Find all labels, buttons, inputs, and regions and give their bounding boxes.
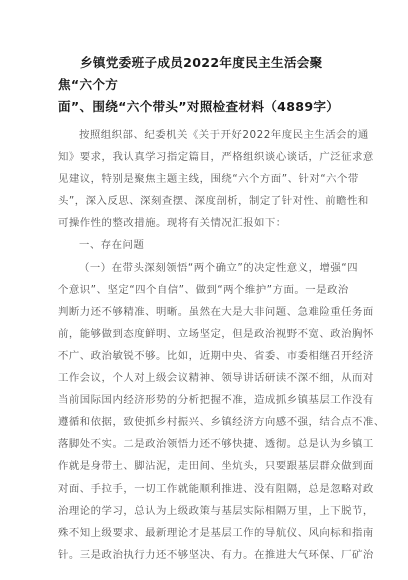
text-line: 工作会议，个人对上级会议精神、领导讲话研读不深不细，从而对 bbox=[58, 372, 374, 385]
text-line: 见建议，特别是聚焦主题主线，围绕“六个方面”、针对“六个带 bbox=[58, 173, 359, 186]
text-line: 当前国际国内经济形势的分析把握不准，造成抓乡镇基层工作没有 bbox=[58, 394, 374, 407]
document-title bbox=[58, 52, 352, 118]
paragraph-intro bbox=[58, 124, 374, 234]
text-line: 落脚处不实。二是政治领悟力还不够快捷、透彻。总是认为乡镇工 bbox=[58, 438, 374, 451]
paragraph-body bbox=[58, 257, 385, 566]
text-line: 头”，深入反思、深刻查摆、深度剖析，制定了针对性、前瞻性和 bbox=[58, 195, 369, 208]
text-line: 一、存在问题 bbox=[79, 239, 145, 252]
text-line: 知》要求，我认真学习指定篇目，严格组织谈心谈话，广泛征求意 bbox=[58, 151, 374, 164]
text-line: 作就是身带土、脚沾泥，走田间、坐炕头，只要跟基层群众做到面 bbox=[58, 460, 374, 473]
text-line: 遵循和依据，致使抓乡村振兴、乡镇经济方向感不强，结合点不准、 bbox=[58, 416, 385, 429]
document-title-line-1: 乡镇党委班子成员2022年度民主生活会聚焦“六个方 bbox=[58, 55, 323, 92]
text-line: 针。三是政治执行力还不够坚决、有力。在推进大气环保、厂矿治 bbox=[58, 548, 374, 561]
section-heading bbox=[58, 234, 352, 256]
text-line: 不广、政治敏锐不够。比如，近期中央、省委、市委相继召开经济 bbox=[58, 349, 374, 362]
text-line: 个意识”、坚定“四个自信”、做到“两个维护”方面。一是政治 bbox=[58, 283, 349, 296]
document-title-line-2: 面”、围绕“六个带头”对照检查材料（4889字） bbox=[58, 99, 340, 114]
text-line: 殊不知上级要求、最新理论才是基层工作的导航仪、风向标和指南 bbox=[58, 526, 374, 539]
text-line: 判断力还不够精准、明晰。虽然在大是大非问题、急难险重任务面 bbox=[58, 305, 374, 318]
text-line: （一）在带头深刻领悟“两个确立”的决定性意义，增强“四 bbox=[79, 261, 359, 274]
text-line: 按照组织部、纪委机关《关于开好2022年度民主生活会的通 bbox=[79, 129, 369, 141]
text-line: 前，能够做到态度鲜明、立场坚定，但是政治视野不宽、政治胸怀 bbox=[58, 327, 374, 340]
text-line: 可操作性的整改措施。现将有关情况汇报如下： bbox=[58, 217, 287, 230]
text-line: 治理论的学习，总认为上级政策与基层实际相隔万里，上下脱节， bbox=[58, 504, 374, 517]
text-line: 对面、手拉手，一切工作就能顺利推进、没有阻隔，总是忽略对政 bbox=[58, 482, 374, 495]
